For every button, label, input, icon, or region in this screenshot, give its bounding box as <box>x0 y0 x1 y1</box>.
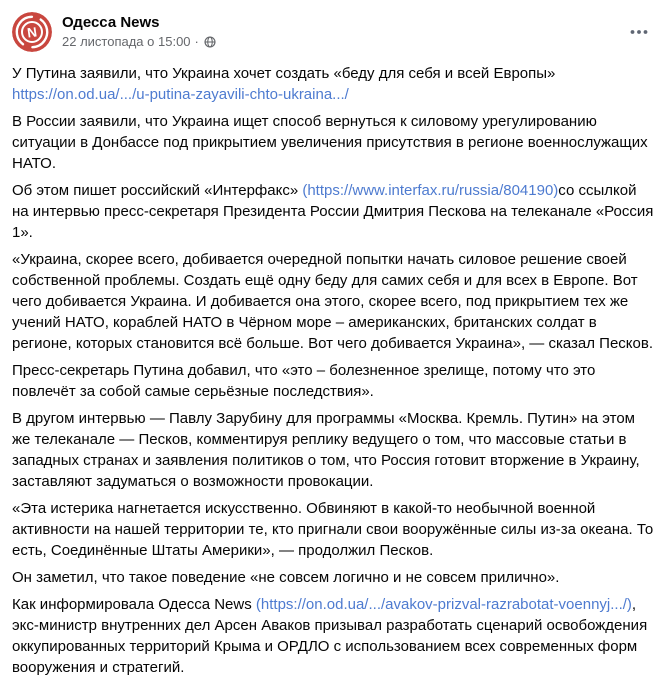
post-link[interactable]: (https://www.interfax.ru/russia/804190) <box>302 182 559 199</box>
post-paragraph: Как информировала Одесса News (https://on.od.ua/.../avakov-prizval-razrabotat-voennyj.../), экс-министр внутренних дел Арсен Аваков призывал разработать сценарий освобождения оккупированных территорий Крыма и ОРДЛО с использованием всех современных форм вооружения и стратегий. <box>12 596 648 676</box>
post-paragraph: Пресс-секретарь Путина добавил, что «это – болезненное зрелище, потому что это повлечёт за собой самые серьёзные последствия». <box>12 362 596 400</box>
post-paragraph: Он заметил, что такое поведение «не совсем логично и не совсем прилично». <box>12 569 560 586</box>
page-avatar[interactable] <box>12 12 52 52</box>
post-text <box>12 63 655 678</box>
page-name-link[interactable]: Одесса News <box>62 14 160 31</box>
post-paragraph: Об этом пишет российский «Интерфакс» (https://www.interfax.ru/russia/804190)со ссылкой на интервью пресс-секретаря Президента России Дмитрия Пескова на телеканале «Россия 1». <box>12 182 654 241</box>
header-meta <box>62 12 216 50</box>
post-paragraph: В России заявили, что Украина ищет способ вернуться к силовому урегулированию ситуации в Донбассе под прикрытием увеличения присутствия в регионе военнослужащих НАТО. <box>12 113 648 172</box>
post-paragraph: «Украина, скорее всего, добивается очередной попытки начать силовое решение своей собственной проблемы. Создать ещё одну беду для самих себя и для всех в Европе. Вот чего добивается Украина. И добивается она этого, скорее всего, под прикрытием тех же учений НАТО, кораблей НАТО в Чёрном море – американских, британских солдат в регионе, которых становится всё больше. Вот чего добивается Украина», — сказал Песков. <box>12 251 654 352</box>
post-paragraph: «Эта истерика нагнетается искусственно. Обвиняют в какой-то необычной военной активности на нашей территории те, кто пригнали свои вооружённые силы из-за океана. То есть, Соединённые Штаты Америки», — продолжил Песков. <box>12 500 654 559</box>
post-paragraph: В другом интервью — Павлу Зарубину для программы «Москва. Кремль. Путин» на этом же телеканале — Песков, комментируя реплику ведущего о том, что массовые статьи в западных странах и заявления политиков о том, что Россия готовит вторжение в Украину, заставляют задуматься о возможности провокации. <box>12 410 640 490</box>
post-header <box>12 12 655 52</box>
post-meta-line <box>62 34 216 50</box>
post-timestamp-link[interactable]: 22 листопада о 15:00 <box>62 34 191 49</box>
post-paragraph: У Путина заявили, что Украина хочет создать «беду для себя и всей Европы» https://on.od.ua/.../u-putina-zayavili-chto-ukraina.../ <box>12 65 556 103</box>
ellipsis-icon <box>629 22 649 42</box>
globe-icon <box>204 36 216 48</box>
post-link[interactable]: https://on.od.ua/.../u-putina-zayavili-chto-ukraina.../ <box>12 86 349 103</box>
avatar-letter: N <box>26 24 38 41</box>
more-options-button[interactable] <box>623 16 655 48</box>
meta-dot-separator: · <box>194 34 199 49</box>
post-link[interactable]: (https://on.od.ua/.../avakov-prizval-razrabotat-voennyj.../) <box>255 596 632 613</box>
